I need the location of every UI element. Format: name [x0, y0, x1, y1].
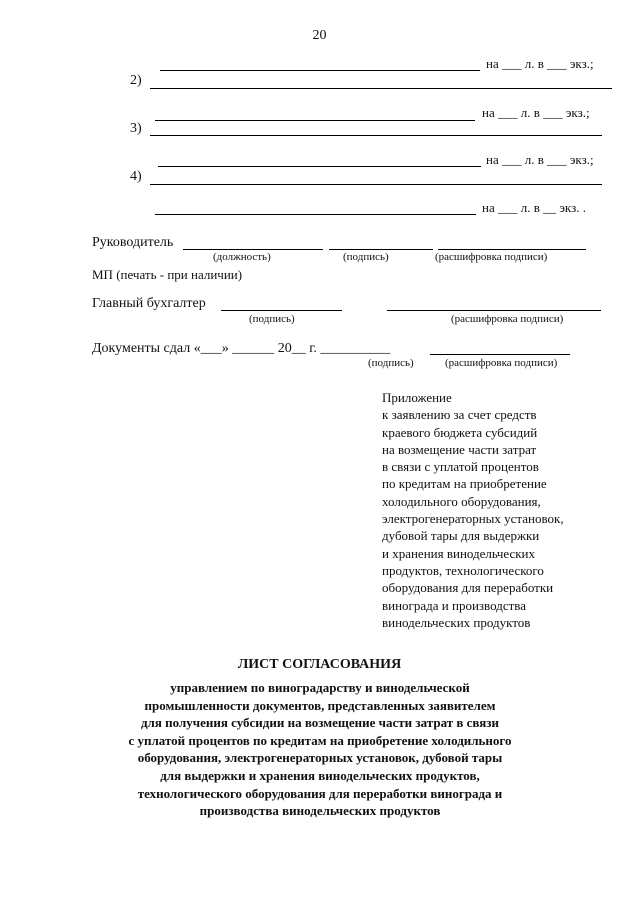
accountant-signature-line[interactable]: [221, 310, 342, 311]
submitted-label: Документы сдал «___» ______ 20__ г. __________: [92, 341, 391, 356]
item-detail-line[interactable]: [155, 214, 476, 215]
appendix-line: и хранения винодельческих: [382, 545, 536, 561]
document-title: ЛИСТ СОГЛАСОВАНИЯ: [237, 657, 402, 672]
head-position-line[interactable]: [183, 249, 323, 250]
item-name-line[interactable]: [150, 88, 612, 89]
appendix-line: холодильного оборудования,: [382, 493, 541, 509]
subtitle-line: для получения субсидии на возмещение части затрат в связи: [140, 715, 500, 731]
submitted-signature-caption: (подпись): [368, 357, 414, 369]
item-detail-line[interactable]: [155, 120, 475, 121]
accountant-decoding-caption: (расшифровка подписи): [451, 313, 564, 325]
item-quantity-text: на ___ л. в ___ экз.;: [486, 56, 594, 71]
submitted-decoding-caption: (расшифровка подписи): [445, 357, 558, 369]
item-number: 4): [130, 169, 142, 184]
appendix-line: к заявлению за счет средств: [382, 407, 537, 423]
head-label: Руководитель: [92, 235, 174, 250]
appendix-line: оборудования для переработки: [382, 580, 554, 596]
subtitle-line: с уплатой процентов по кредитам на приобретение холодильного: [128, 732, 512, 748]
item-detail-line[interactable]: [160, 70, 480, 71]
decoding-caption: (расшифровка подписи): [435, 251, 548, 263]
appendix-line: дубовой тары для выдержки: [382, 528, 540, 544]
item-detail-line[interactable]: [158, 166, 481, 167]
appendix-note: [382, 389, 612, 631]
appendix-line: краевого бюджета субсидий: [382, 424, 538, 440]
appendix-line: винодельческих продуктов: [382, 614, 531, 630]
subtitle-line: производства винодельческих продуктов: [199, 803, 441, 819]
head-signature-line[interactable]: [329, 249, 433, 250]
accountant-signature-caption: (подпись): [249, 313, 295, 325]
position-caption: (должность): [213, 251, 271, 263]
subtitle-line: управлением по виноградарству и винодельческой: [170, 680, 470, 695]
item-quantity-text: на ___ л. в ___ экз.;: [486, 152, 594, 167]
head-decoding-line[interactable]: [438, 249, 586, 250]
appendix-line: Приложение: [382, 390, 452, 405]
subtitle-line: промышленности документов, представленных заявителем: [144, 697, 496, 713]
item-number: 3): [130, 121, 142, 136]
item-number: 2): [130, 73, 142, 88]
accountant-label: Главный бухгалтер: [92, 296, 206, 311]
accountant-decoding-line[interactable]: [387, 310, 601, 311]
appendix-line: по кредитам на приобретение: [382, 476, 547, 492]
item-quantity-text: на ___ л. в __ экз. .: [482, 200, 586, 215]
stamp-caption: МП (печать - при наличии): [92, 267, 243, 282]
appendix-line: электрогенераторных установок,: [382, 511, 564, 527]
page-number: 20: [312, 28, 327, 43]
appendix-line: винограда и производства: [382, 597, 527, 613]
subtitle-line: для выдержки и хранения винодельческих продуктов,: [160, 767, 480, 783]
item-name-line[interactable]: [150, 135, 602, 136]
item-quantity-text: на ___ л. в ___ экз.;: [482, 105, 590, 120]
appendix-line: в связи с уплатой процентов: [382, 459, 539, 475]
subtitle-line: технологического оборудования для переработки винограда и: [137, 785, 503, 801]
item-name-line[interactable]: [150, 184, 602, 185]
submitted-decoding-line[interactable]: [430, 354, 570, 355]
subtitle-line: оборудования, электрогенераторных установок, дубовой тары: [137, 750, 503, 766]
signature-caption: (подпись): [343, 251, 389, 263]
appendix-line: на возмещение части затрат: [382, 441, 537, 457]
document-subtitle: [90, 679, 550, 820]
appendix-line: продуктов, технологического: [382, 562, 544, 578]
